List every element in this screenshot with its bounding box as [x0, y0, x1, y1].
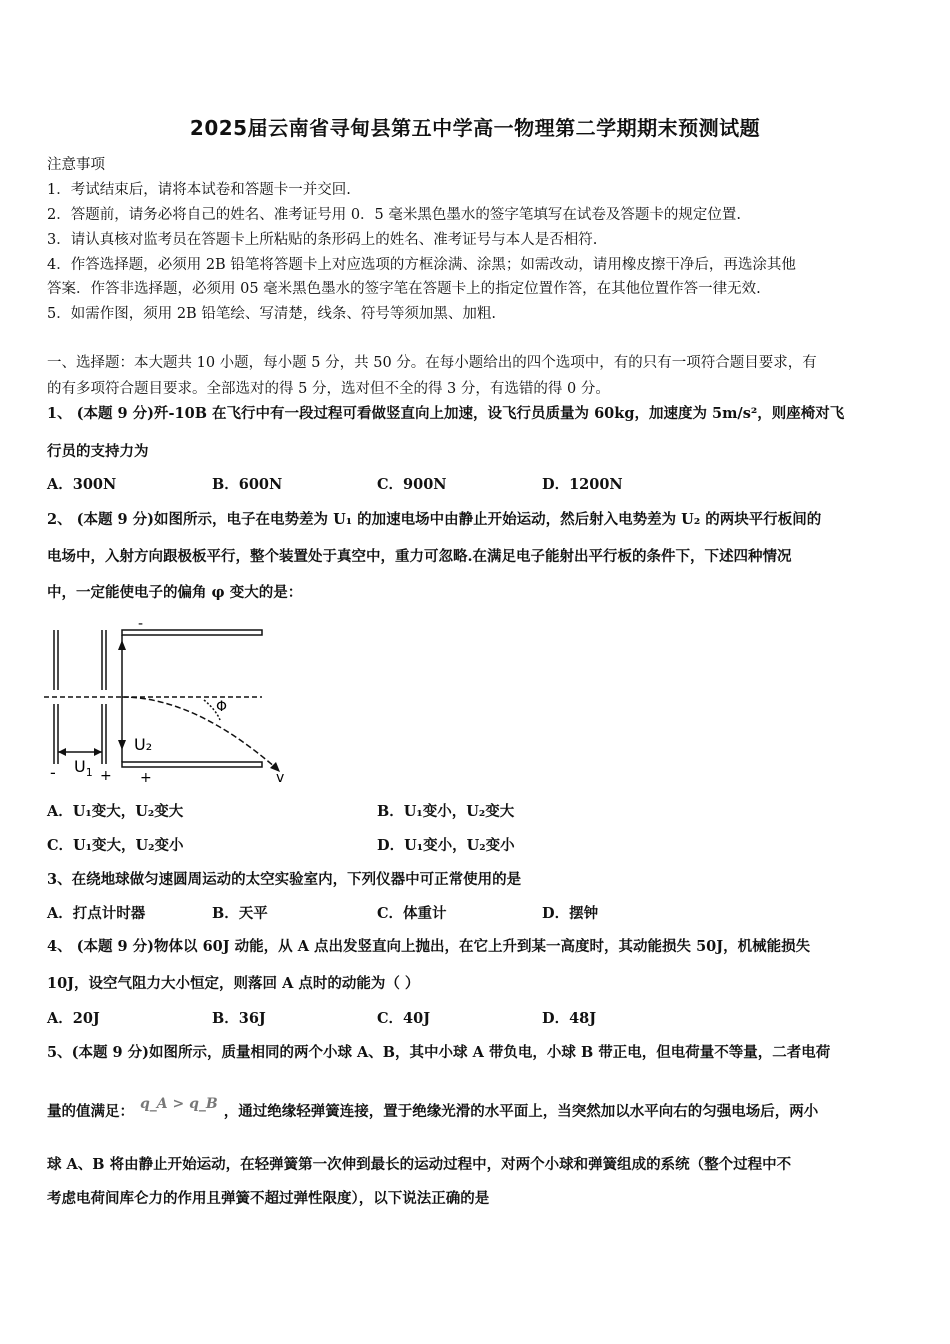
q1-option-a: A．300N — [47, 476, 117, 493]
q3-option-b: B．天平 — [212, 905, 268, 922]
q4-option-d: D．48J — [542, 1010, 597, 1027]
u2-label: U₂ — [134, 735, 153, 754]
question-5-text: 5、(本题 9 分)如图所示，质量相同的两个小球 A、B，其中小球 A 带负电，小球 B 带正电，但电荷量不等量，二者电荷 — [47, 1044, 831, 1061]
section-heading: 一、选择题：本大题共 10 小题，每小题 5 分，共 50 分。在每小题给出的四个选项中，有的只有一项符合题目要求，有 — [47, 355, 817, 371]
q3-option-d: D．摆钟 — [542, 905, 599, 922]
q2-option-b: B．U₁变小，U₂变大 — [377, 803, 515, 820]
left-plus-label: + — [100, 768, 112, 784]
notes-heading: 注意事项 — [47, 157, 105, 173]
question-2-text: 2、 (本题 9 分)如图所示，电子在电势差为 U₁ 的加速电场中由静止开始运动，然后射入电势差为 U₂ 的两块平行板间的 — [47, 511, 822, 528]
question-2-text: 中，一定能使电子的偏角 φ 变大的是： — [47, 584, 303, 601]
charge-inequality-formula: q_A > q_B — [140, 1096, 218, 1112]
q2-option-a: A．U₁变大，U₂变大 — [47, 803, 184, 820]
velocity-label: v — [276, 770, 285, 786]
q1-option-c: C．900N — [377, 476, 447, 493]
bottom-plus-label: + — [140, 770, 152, 786]
q2-option-d: D．U₁变小，U₂变小 — [377, 837, 515, 854]
u1-label: $U_1$ — [74, 757, 93, 779]
plate-minus-label: - — [138, 618, 144, 632]
note-item: 4．作答选择题，必须用 2B 铅笔将答题卡上对应选项的方框涂满、涂黑；如需改动，请用橡皮擦干净后，再选涂其他 — [47, 257, 796, 273]
question-4-text: 10J，设空气阻力大小恒定，则落回 A 点时的动能为（ ） — [47, 975, 420, 992]
q4-option-b: B．36J — [212, 1010, 266, 1027]
note-item: 2．答题前，请务必将自己的姓名、准考证号用 0．5 毫米黑色墨水的签字笔填写在试卷及答题卡的规定位置. — [47, 207, 741, 223]
question-5-text: 考虑电荷间库仑力的作用且弹簧不超过弹性限度），以下说法正确的是 — [47, 1190, 490, 1207]
q4-option-a: A．20J — [47, 1010, 100, 1027]
question-1-text: 行员的支持力为 — [47, 443, 149, 460]
note-item: 答案．作答非选择题，必须用 05 毫米黑色墨水的签字笔在答题卡上的指定位置作答，在其他位置作答一律无效. — [47, 281, 761, 297]
note-item: 3．请认真核对监考员在答题卡上所粘贴的条形码上的姓名、准考证号与本人是否相符. — [47, 232, 598, 248]
electron-deflection-diagram — [44, 618, 306, 786]
q3-option-a: A．打点计时器 — [47, 905, 146, 922]
question-3-text: 3、在绕地球做匀速圆周运动的太空实验室内，下列仪器中可正常使用的是 — [47, 871, 522, 888]
q1-option-b: B．600N — [212, 476, 283, 493]
question-2-text: 电场中，入射方向跟极板平行，整个装置处于真空中，重力可忽略.在满足电子能射出平行板的条件下，下述四种情况 — [47, 548, 792, 565]
note-item: 5．如需作图，须用 2B 铅笔绘、写清楚，线条、符号等须加黑、加粗. — [47, 306, 496, 322]
page-title: 2025届云南省寻甸县第五中学高一物理第二学期期末预测试题 — [189, 116, 761, 140]
section-instructions: 的有多项符合题目要求。全部选对的得 5 分，选对但不全的得 3 分，有选错的得 0 分。 — [47, 381, 610, 397]
question-5-text: 球 A、B 将由静止开始运动，在轻弹簧第一次伸到最长的运动过程中，对两个小球和弹簧组成的系统（整个过程中不 — [47, 1156, 792, 1173]
q3-option-c: C．体重计 — [377, 905, 447, 922]
question-4-text: 4、 (本题 9 分)物体以 60J 动能，从 A 点出发竖直向上抛出，在它上升到某一高度时，其动能损失 50J，机械能损失 — [47, 938, 811, 955]
q2-option-c: C．U₁变大，U₂变小 — [47, 837, 184, 854]
note-item: 1．考试结束后，请将本试卷和答题卡一并交回. — [47, 182, 351, 198]
question-5-text: 量的值满足： q_A > q_B ，通过绝缘轻弹簧连接，置于绝缘光滑的水平面上，当突然加以水平向右的匀强电场后，两小 — [47, 1096, 819, 1120]
angle-phi-label: Φ — [216, 699, 228, 715]
q4-option-c: C．40J — [377, 1010, 431, 1027]
q1-option-d: D．1200N — [542, 476, 623, 493]
left-minus-label: - — [50, 763, 56, 782]
question-1-text: 1、 (本题 9 分)歼-10B 在飞行中有一段过程可看做竖直向上加速，设飞行员质量为 60kg，加速度为 5m/s²，则座椅对飞 — [47, 405, 845, 422]
